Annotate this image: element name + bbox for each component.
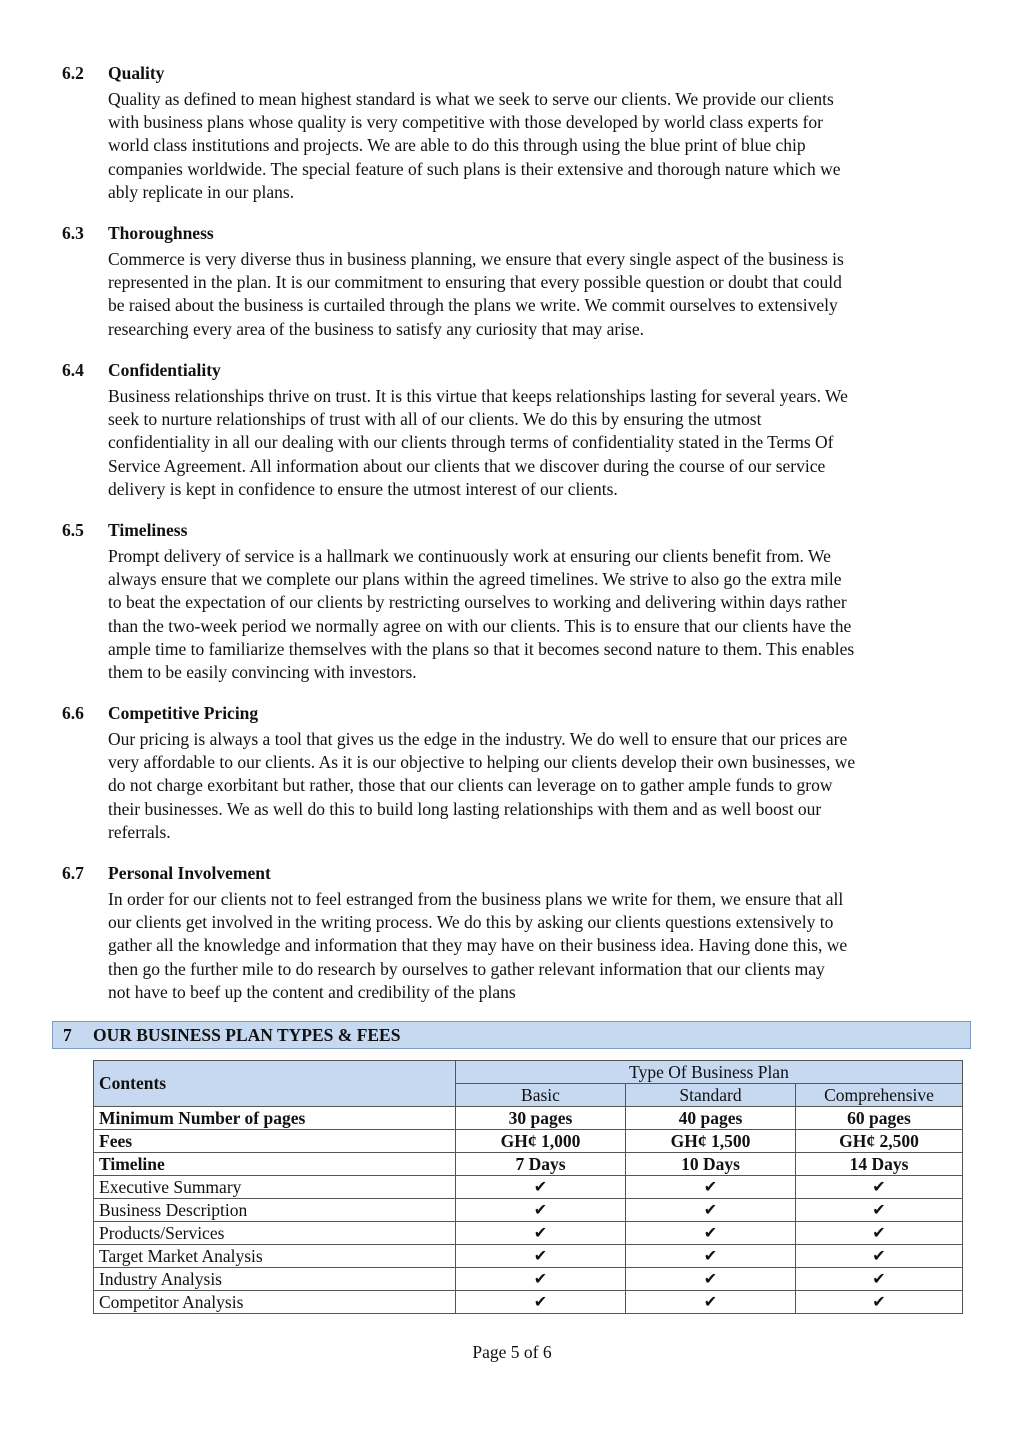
- checkmark-icon: ✔: [626, 1268, 796, 1291]
- table-row: [94, 1268, 963, 1291]
- table-header-row: [94, 1061, 963, 1084]
- section-title: Competitive Pricing: [108, 703, 259, 723]
- table-row: [94, 1199, 963, 1222]
- body-line: ably replicate in our plans.: [108, 181, 295, 202]
- section-body: [108, 248, 972, 341]
- checkmark-icon: ✔: [626, 1199, 796, 1222]
- plan-types-fees-table: [93, 1060, 963, 1314]
- body-line: Service Agreement. All information about our clients that we discover during the course of our service: [108, 455, 826, 476]
- body-line: Quality as defined to mean highest standard is what we seek to serve our clients. We provide our clients: [108, 89, 834, 109]
- body-line: In order for our clients not to feel estranged from the business plans we write for them, we ensure that all: [108, 889, 844, 909]
- row-label: Products/Services: [94, 1222, 456, 1245]
- section-heading: [62, 62, 972, 88]
- body-line: them to be easily convincing with investors.: [108, 662, 417, 683]
- body-line: referrals.: [108, 821, 171, 842]
- page-number: Page 5 of 6: [472, 1342, 552, 1362]
- checkmark-icon: ✔: [456, 1291, 626, 1314]
- section-body: [108, 385, 972, 501]
- checkmark-icon: ✔: [796, 1176, 963, 1199]
- body-line: not have to beef up the content and credibility of the plans: [108, 981, 516, 1002]
- table-row: [94, 1245, 963, 1268]
- row-label: Timeline: [94, 1153, 456, 1176]
- table-row: [94, 1291, 963, 1314]
- body-line: researching every area of the business to satisfy any curiosity that may arise.: [108, 318, 644, 339]
- section-confidentiality: [62, 359, 972, 501]
- body-line: their businesses. We as well do this to build long lasting relationships with them and as well boost our: [108, 798, 822, 819]
- contents-header: Contents: [94, 1061, 456, 1107]
- row-label: Fees: [94, 1130, 456, 1153]
- cell-value: 30 pages: [456, 1107, 626, 1130]
- checkmark-icon: ✔: [456, 1199, 626, 1222]
- table-row: [94, 1222, 963, 1245]
- checkmark-icon: ✔: [626, 1291, 796, 1314]
- checkmark-icon: ✔: [626, 1245, 796, 1268]
- body-line: to beat the expectation of our clients by restricting ourselves to working and delivering within days rather: [108, 592, 847, 613]
- plan-header-standard: Standard: [626, 1084, 796, 1107]
- body-line: delivery is kept in confidence to ensure the utmost interest of our clients.: [108, 478, 618, 499]
- section-7-heading-band: [52, 1021, 971, 1049]
- checkmark-icon: ✔: [796, 1199, 963, 1222]
- body-line: do not charge exorbitant but rather, those that our clients can leverage on to gather ample funds to grow: [108, 775, 833, 796]
- plan-header-comprehensive: Comprehensive: [796, 1084, 963, 1107]
- table-row: [94, 1107, 963, 1130]
- body-line: then go the further mile to do research by ourselves to gather relevant information that our clients may: [108, 958, 825, 979]
- section-number: 6.4: [62, 360, 84, 380]
- body-line: ample time to familiarize themselves with the plans so that it becomes second nature to them. This enables: [108, 638, 855, 659]
- cell-value: 7 Days: [456, 1153, 626, 1176]
- checkmark-icon: ✔: [626, 1222, 796, 1245]
- section-thoroughness: [62, 222, 972, 341]
- body-line: be raised about the business is curtailed through the plans we write. We commit ourselves to extensively: [108, 295, 838, 316]
- section-heading: [62, 359, 972, 385]
- section-title: Personal Involvement: [108, 863, 271, 883]
- section-number: 6.5: [62, 520, 84, 540]
- section-title: Quality: [108, 63, 165, 83]
- body-line: Commerce is very diverse thus in business planning, we ensure that every single aspect of the business is: [108, 249, 844, 269]
- section-number: 6.6: [62, 703, 84, 723]
- section-title: Timeliness: [108, 520, 188, 540]
- body-line: Business relationships thrive on trust. It is this virtue that keeps relationships lasting for several years. We: [108, 386, 848, 406]
- body-line: Our pricing is always a tool that gives us the edge in the industry. We do well to ensure that our prices are: [108, 729, 848, 749]
- cell-value: GH¢ 1,500: [626, 1130, 796, 1153]
- cell-value: 10 Days: [626, 1153, 796, 1176]
- plan-group-header: Type Of Business Plan: [456, 1061, 963, 1084]
- checkmark-icon: ✔: [796, 1222, 963, 1245]
- section-heading: [62, 519, 972, 545]
- checkmark-icon: ✔: [456, 1176, 626, 1199]
- cell-value: GH¢ 1,000: [456, 1130, 626, 1153]
- body-line: very affordable to our clients. As it is our objective to helping our clients develop their own businesses, we: [108, 752, 856, 773]
- table-row: [94, 1153, 963, 1176]
- section-body: [108, 88, 972, 204]
- section-title: Thoroughness: [108, 223, 214, 243]
- checkmark-icon: ✔: [456, 1268, 626, 1291]
- body-line: our clients get involved in the writing process. We do this by asking our clients questions extensively to: [108, 912, 834, 933]
- cell-value: 60 pages: [796, 1107, 963, 1130]
- cell-value: GH¢ 2,500: [796, 1130, 963, 1153]
- section-number: 7: [63, 1024, 72, 1045]
- section-quality: [62, 62, 972, 204]
- checkmark-icon: ✔: [796, 1245, 963, 1268]
- checkmark-icon: ✔: [456, 1245, 626, 1268]
- body-line: than the two-week period we normally agree on with our clients. This is to ensure that our clients have the: [108, 615, 852, 636]
- section-body: [108, 888, 972, 1004]
- body-line: always ensure that we complete our plans within the agreed timelines. We strive to also go the extra mile: [108, 569, 842, 590]
- body-line: confidentiality in all our dealing with our clients through terms of confidentiality stated in the Terms Of: [108, 432, 834, 453]
- section-number: 6.2: [62, 63, 84, 83]
- table-row: [94, 1176, 963, 1199]
- row-label: Executive Summary: [94, 1176, 456, 1199]
- row-label: Target Market Analysis: [94, 1245, 456, 1268]
- cell-value: 40 pages: [626, 1107, 796, 1130]
- body-line: world class institutions and projects. We are able to do this through using the blue print of blue chip: [108, 135, 806, 156]
- body-line: seek to nurture relationships of trust with all of our clients. We do this by ensuring the utmost: [108, 409, 762, 430]
- section-number: 6.7: [62, 863, 84, 883]
- body-line: Prompt delivery of service is a hallmark we continuously work at ensuring our clients benefit from. We: [108, 546, 831, 566]
- checkmark-icon: ✔: [796, 1291, 963, 1314]
- checkmark-icon: ✔: [456, 1222, 626, 1245]
- section-title: Confidentiality: [108, 360, 221, 380]
- section-competitive-pricing: [62, 702, 972, 844]
- checkmark-icon: ✔: [796, 1268, 963, 1291]
- section-body: [108, 545, 972, 684]
- table-row: [94, 1130, 963, 1153]
- row-label: Industry Analysis: [94, 1268, 456, 1291]
- row-label: Competitor Analysis: [94, 1291, 456, 1314]
- body-line: with business plans whose quality is very competitive with those developed by world class experts for: [108, 112, 823, 133]
- section-heading: [62, 862, 972, 888]
- row-label: Business Description: [94, 1199, 456, 1222]
- body-line: gather all the knowledge and information that they may have on their business idea. Having done this, we: [108, 935, 848, 956]
- checkmark-icon: ✔: [626, 1176, 796, 1199]
- section-title: OUR BUSINESS PLAN TYPES & FEES: [93, 1024, 401, 1045]
- plan-header-basic: Basic: [456, 1084, 626, 1107]
- section-heading: [62, 702, 972, 728]
- row-label: Minimum Number of pages: [94, 1107, 456, 1130]
- section-timeliness: [62, 519, 972, 684]
- section-number: 6.3: [62, 223, 84, 243]
- body-line: companies worldwide. The special feature of such plans is their extensive and thorough nature which we: [108, 158, 841, 179]
- section-body: [108, 728, 972, 844]
- cell-value: 14 Days: [796, 1153, 963, 1176]
- section-personal-involvement: [62, 862, 972, 1004]
- section-heading: [62, 222, 972, 248]
- body-line: represented in the plan. It is our commitment to ensuring that every possible question or doubt that could: [108, 272, 842, 293]
